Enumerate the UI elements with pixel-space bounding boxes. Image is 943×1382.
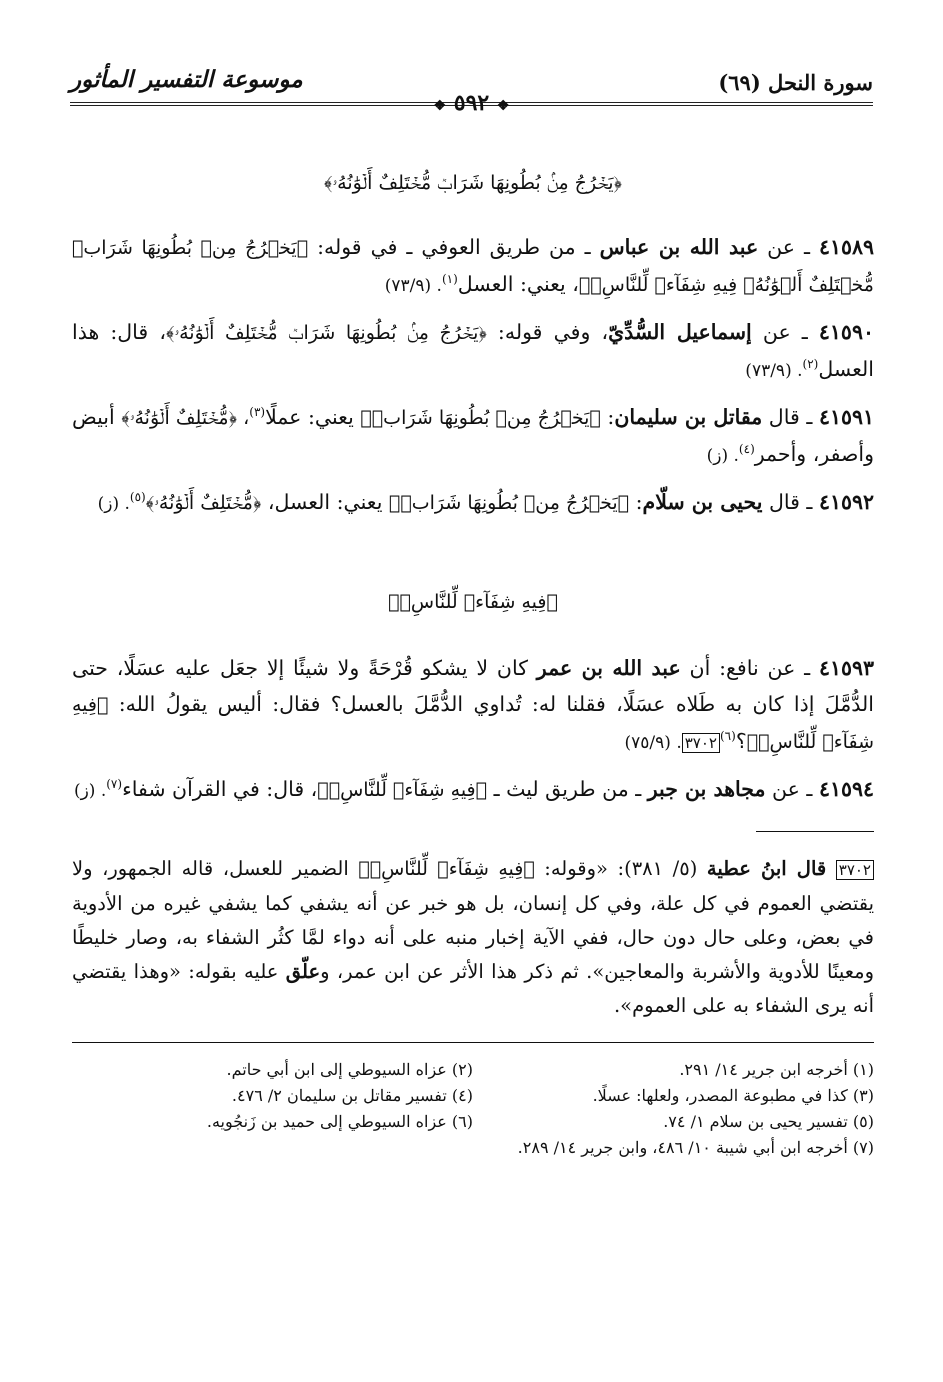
footnote-6: (٦) عزاه السيوطي إلى حميد بن زَنجُويه.: [206, 1112, 473, 1131]
entry-text: كان لا يشكو قُرْحَةً ولا شيئًا إلا جعَل عليه عسَلًا، حتى الدُّمَّلَ إذا كان به طَلاه عسَلًا، فقلنا له: تُداوي الدُّمَّلَ بالعسل؟ فقال: أليس يقولُ الله:: [72, 656, 874, 716]
quran-quote: ، ﴿مُّخۡتَلِفٌ أَلۡوَٰنُهُۥ﴾: [121, 407, 250, 429]
ornament-icon: ❖: [433, 98, 447, 114]
narrator-name: عبد الله بن عباس: [599, 235, 759, 259]
commentary-source: (٥/ ٣٨١): «وقوله:: [534, 856, 707, 880]
footnote-marker[interactable]: (٤): [738, 442, 755, 457]
footnote-7: (٧) أخرجه ابن أبي شيبة ١٠/ ٤٨٦، وابن جرير ١٤/ ٢٨٩.: [517, 1138, 874, 1157]
commentary-text: الضمير للعسل، قاله الجمهور، ولا يقتضي العموم في كل علة، وفي كل إنسان، بل هو خبر عن أنه يشفي كما يشفي غيره من الأدوية في بعض، وعلى حال دون حال، ففي الآية إخبار منبه على أنه دواء لمَّا كثُر الشفاء به، وصار خليطًا ومعينًا للأدوية والأشربة والمعاجين». ثم ذكر هذا الأثر عن ابن عمر، و: [72, 856, 874, 983]
entry-41593: [72, 650, 874, 761]
surah-title: سورة النحل (٦٩): [718, 70, 873, 95]
entry-text: ـ عن: [751, 320, 819, 344]
entry-text: :: [629, 490, 643, 514]
footnote-marker[interactable]: (٢): [802, 357, 819, 372]
entry-text: :: [600, 405, 615, 429]
footnote-row: [72, 1109, 874, 1135]
entry-41589: [72, 229, 874, 304]
volume-reference: . (ز): [706, 446, 739, 466]
entry-number: ٤١٥٨٩: [818, 235, 875, 259]
entry-text: ـ عن: [758, 235, 819, 259]
quran-quote: ﴿فِيهِ شِفَآءٞ لِّلنَّاسِۗ﴾: [358, 857, 535, 880]
entry-text: ؟: [735, 729, 747, 753]
entry-text: ـ عن نافع: أن: [680, 656, 819, 680]
narrator-name: إسماعيل السُّدِّيّ: [608, 320, 752, 344]
quran-quote: ﴿يَخۡرُجُ مِنۢ بُطُونِهَا شَرَابٞ﴾: [388, 492, 630, 514]
narrator-name: يحيى بن سلّام: [642, 490, 763, 514]
commentary-block: [72, 852, 874, 1023]
footnotes-divider: [72, 1042, 874, 1043]
quran-quote: ﴿فِيهِ شِفَآءٞ لِّلنَّاسِۗ﴾: [72, 694, 874, 753]
footnote-marker[interactable]: (٦): [719, 729, 736, 744]
volume-reference: . (٧٣/٩): [384, 276, 442, 296]
quran-quote: ﴿يَخۡرُجُ مِنۢ بُطُونِهَا شَرَابٞ مُّخۡتَلِفٌ أَلۡوَٰنُهُۥ﴾: [165, 322, 487, 344]
narrator-name: مقاتل بن سليمان: [614, 405, 763, 429]
volume-reference: . (٧٣/٩): [745, 361, 803, 381]
entry-text: يعني: عملًا: [265, 405, 361, 429]
entry-41592: [72, 484, 874, 522]
entry-text: ، قال: هذا العسل: [72, 320, 874, 381]
footnote-row: [72, 1135, 874, 1161]
footnote-marker[interactable]: (١): [441, 272, 458, 287]
footnote-row: [72, 1057, 874, 1083]
quran-quote: ﴿فِيهِ شِفَآءٞ لِّلنَّاسِۗ﴾: [317, 779, 488, 801]
footnote-4: (٤) تفسير مقاتل بن سليمان ٢/ ٤٧٦.: [231, 1086, 473, 1105]
entry-text: ـ من طريق ليث ـ: [487, 777, 648, 801]
commentary-divider: [756, 831, 874, 832]
commentator-name: قال ابنُ عطية: [706, 856, 827, 880]
section-title-verse: ﴿يَخۡرُجُ مِنۢ بُطُونِهَا شَرَابٞ مُّخۡتَلِفٌ أَلۡوَٰنُهُۥ﴾: [324, 172, 622, 194]
entry-text: أبيض وأصفر، وأحمر: [72, 405, 874, 466]
quran-quote: ﴿مُّخۡتَلِفٌ أَلۡوَٰنُهُۥ﴾: [145, 492, 262, 514]
section-title-verse-2: ﴿فِيهِ شِفَآءٞ لِّلنَّاسِۗ﴾: [388, 591, 558, 613]
volume-reference: . (ز): [73, 781, 107, 801]
entry-41590: [72, 314, 874, 389]
commentary-link-box[interactable]: ٣٧٠٢: [682, 733, 720, 753]
volume-reference: . (٧٥/٩): [624, 733, 682, 753]
quran-quote: ﴿يَخۡرُجُ مِنۢ بُطُونِهَا شَرَابٞ مُّخۡتَلِفٌ أَلۡوَٰنُهُۥ فِيهِ شِفَآءٞ لِّلنَّاسِۗ﴾: [72, 237, 874, 296]
entry-text: ـ من طريق العوفي ـ في قوله:: [308, 235, 600, 259]
commentary-number-box: ٣٧٠٢: [836, 860, 874, 880]
quran-quote: ﴿يَخۡرُجُ مِنۢ بُطُونِهَا شَرَابٞ﴾: [360, 407, 601, 429]
entry-text: يعني: العسل،: [261, 490, 389, 514]
narrator-name: مجاهد بن جبر: [647, 777, 766, 801]
page-number: ٥٩٢: [453, 90, 490, 116]
footnote-marker[interactable]: (٣): [249, 405, 266, 420]
footnote-1: (١) أخرجه ابن جرير ١٤/ ٢٩١.: [679, 1060, 874, 1079]
volume-reference: . (ز): [97, 494, 130, 514]
footnote-marker[interactable]: (٥): [129, 490, 146, 505]
commentary-text-end: عليه بقوله: «وهذا يقتضي أنه يرى الشفاء به على العموم».: [72, 959, 874, 1017]
page-number-row: [0, 90, 943, 116]
book-title: موسوعة التفسير المأثور: [70, 66, 303, 93]
entry-text: ـ قال: [762, 405, 819, 429]
footnote-row: [72, 1083, 874, 1109]
entry-text: ، يعني: العسل: [457, 272, 579, 296]
entry-number: ٤١٥٩٢: [818, 490, 874, 514]
entry-41591: [72, 399, 874, 474]
footnote-3: (٣) كذا في مطبوعة المصدر، ولعلها: عسلًا.: [592, 1086, 874, 1105]
entry-41594: [72, 771, 874, 809]
footnotes: [72, 1057, 874, 1161]
footnote-5: (٥) تفسير يحيى بن سلام ١/ ٧٤.: [663, 1112, 874, 1131]
entry-text: ، قال: في القرآن شفاء: [122, 777, 318, 801]
ornament-icon: ❖: [496, 98, 510, 114]
main-content: [72, 165, 874, 1161]
footnote-2: (٢) عزاه السيوطي إلى ابن أبي حاتم.: [226, 1060, 473, 1079]
entry-number: ٤١٥٩٠: [818, 320, 874, 344]
entry-text: ـ قال: [762, 490, 819, 514]
entry-number: ٤١٥٩٣: [818, 656, 875, 680]
entry-number: ٤١٥٩١: [818, 405, 875, 429]
footnote-marker[interactable]: (٧): [106, 777, 123, 792]
commentary-bold-word: علّق: [285, 959, 321, 983]
narrator-name: عبد الله بن عمر: [536, 656, 681, 680]
entry-text: ، وفي قوله:: [486, 320, 609, 344]
entry-text: ـ عن: [765, 777, 819, 801]
entry-number: ٤١٥٩٤: [818, 777, 874, 801]
